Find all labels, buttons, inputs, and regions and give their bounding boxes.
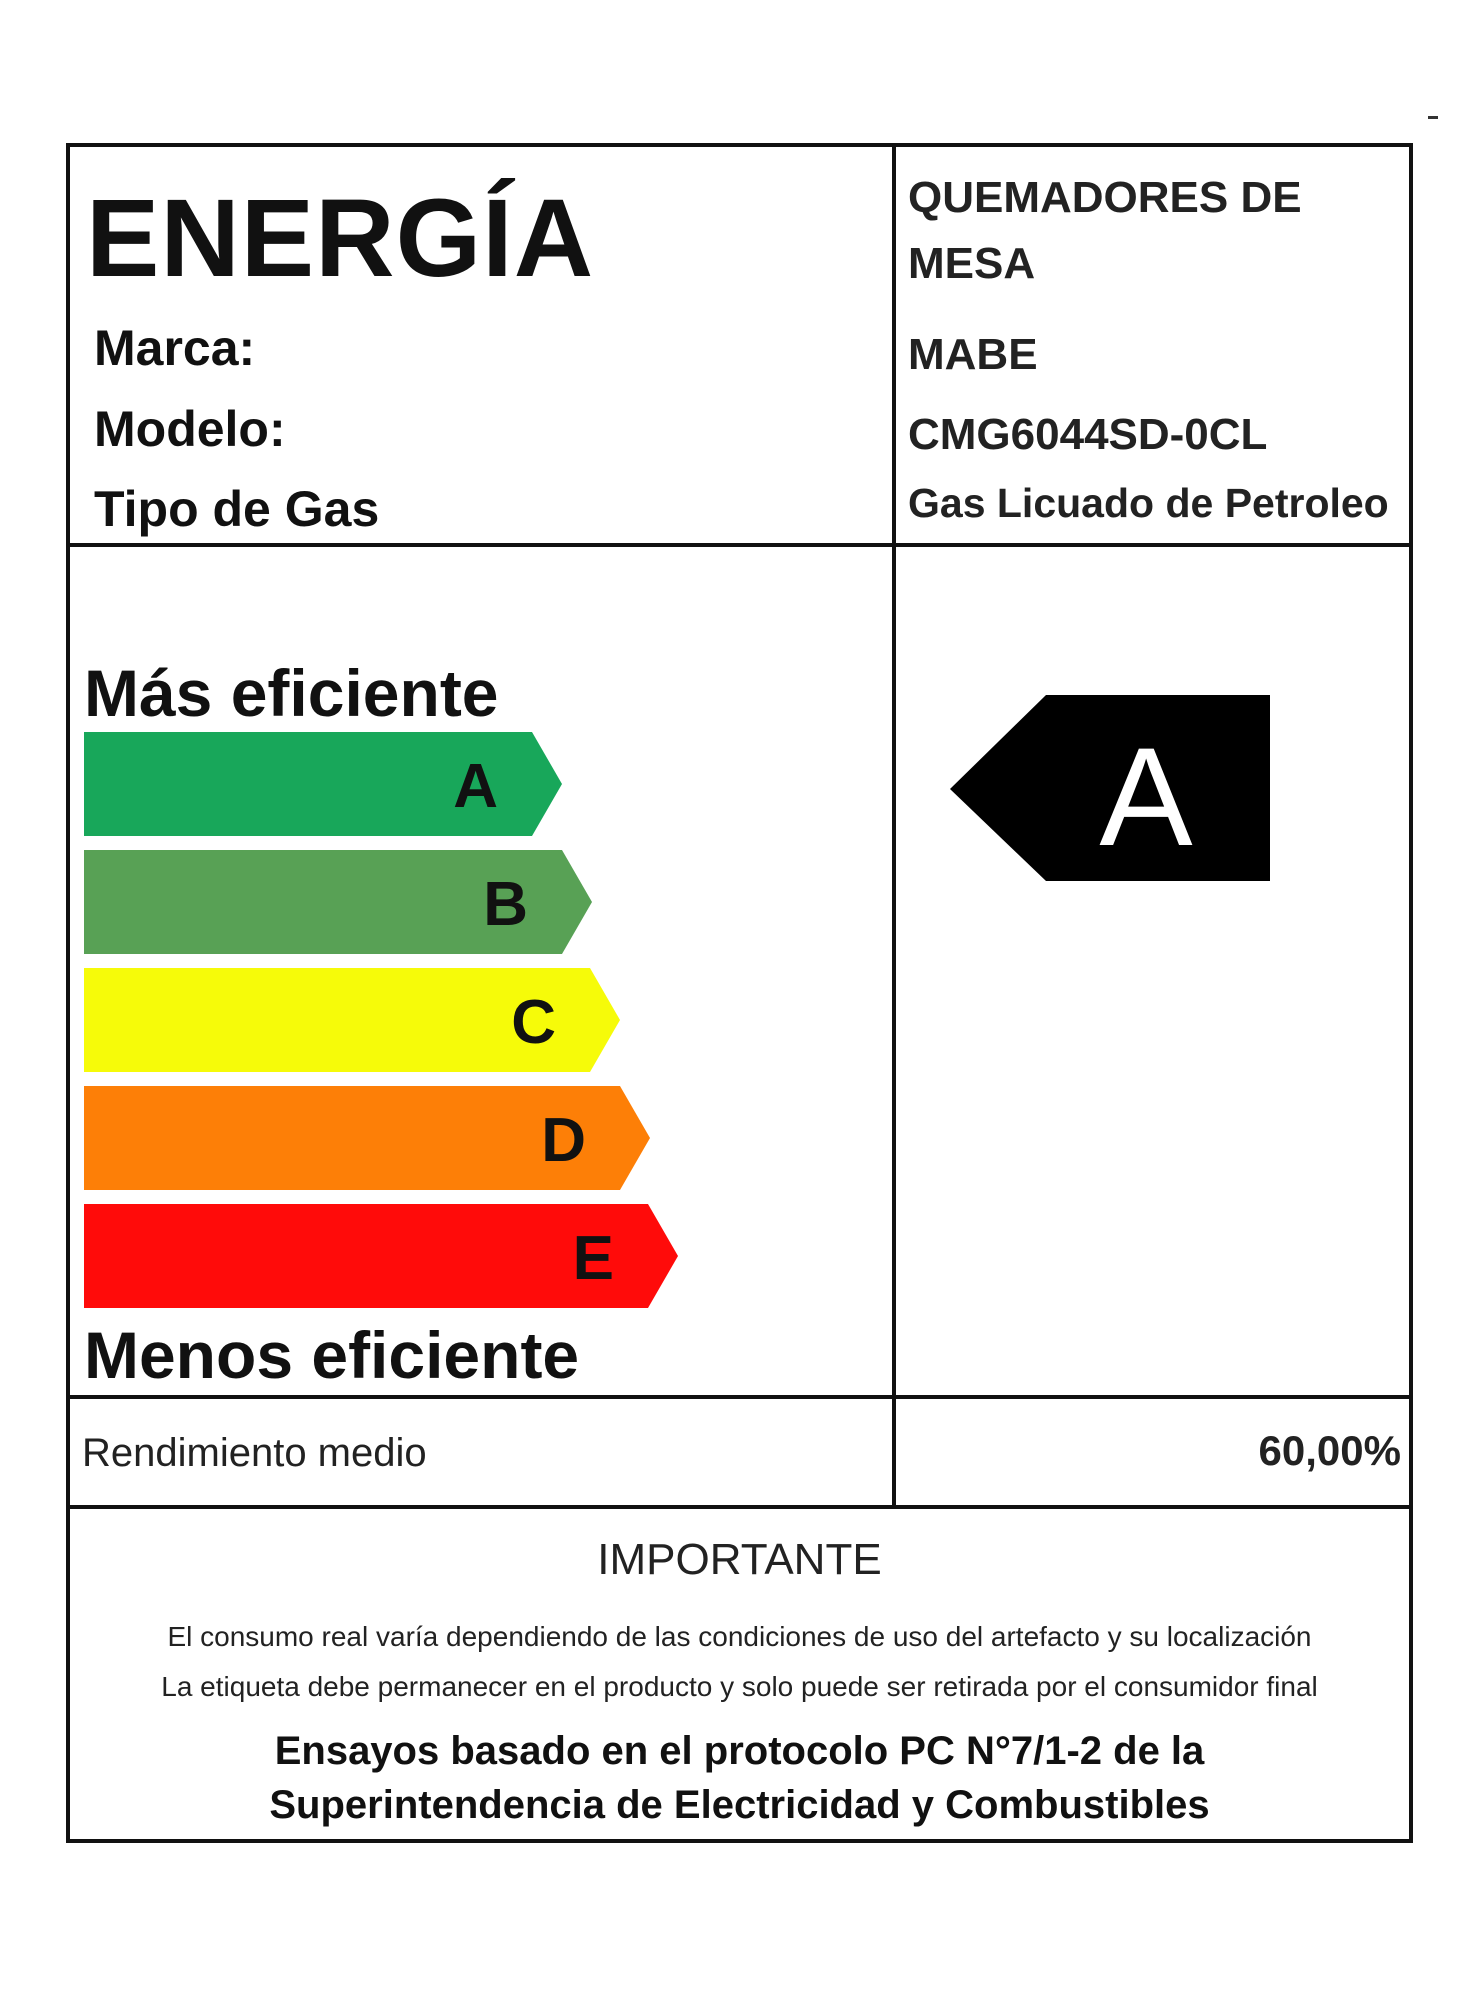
scale-bar-d-letter: D: [541, 1106, 586, 1175]
gas-type-value: Gas Licuado de Petroleo: [908, 480, 1389, 526]
scale-bar-d: [84, 1086, 650, 1190]
least-efficient-label: Menos eficiente: [84, 1318, 580, 1392]
scale-bar-c: [84, 968, 620, 1072]
divider-header: [70, 543, 1409, 547]
rating-arrow: [950, 695, 1280, 885]
brand-value: MABE: [908, 330, 1038, 379]
scale-bar-e: [84, 1204, 678, 1308]
scale-bar-e-letter: E: [572, 1224, 614, 1293]
gas-type-label: Tipo de Gas: [94, 481, 380, 537]
brand-label: Marca:: [94, 320, 256, 376]
efficiency-scale: [84, 732, 684, 1322]
energy-label: [66, 143, 1413, 1843]
scale-bar-b-letter: B: [483, 870, 528, 939]
protocol-line-1: Ensayos basado en el protocolo PC N°7/1-2 de la: [274, 1729, 1205, 1773]
scale-bar-a: [84, 732, 562, 836]
most-efficient-label: Más eficiente: [84, 656, 499, 730]
label-title: ENERGÍA: [86, 177, 595, 300]
scale-bar-b: [84, 850, 592, 954]
protocol-line-2: Superintendencia de Electricidad y Combustibles: [269, 1783, 1210, 1827]
category-line-1: QUEMADORES DE: [908, 173, 1302, 222]
model-value: CMG6044SD-0CL: [908, 410, 1268, 459]
divider-column: [892, 147, 896, 1507]
label-retention-note: La etiqueta debe permanecer en el producto y solo puede ser retirada por el consumidor final: [161, 1671, 1318, 1702]
consumption-note: El consumo real varía dependiendo de las condiciones de uso del artefacto y su localización: [167, 1621, 1312, 1652]
scale-bar-c-letter: C: [511, 988, 556, 1057]
category-line-2: MESA: [908, 239, 1036, 288]
model-label: Modelo:: [94, 401, 286, 457]
important-heading: IMPORTANTE: [597, 1535, 882, 1584]
divider-scale: [70, 1395, 1409, 1399]
scale-bar-a-letter: A: [453, 752, 498, 821]
performance-value: 60,00%: [1258, 1427, 1401, 1474]
performance-label: Rendimiento medio: [82, 1431, 427, 1475]
rating-letter: A: [1099, 718, 1193, 875]
divider-performance: [70, 1505, 1409, 1509]
corner-mark: [1428, 116, 1438, 119]
